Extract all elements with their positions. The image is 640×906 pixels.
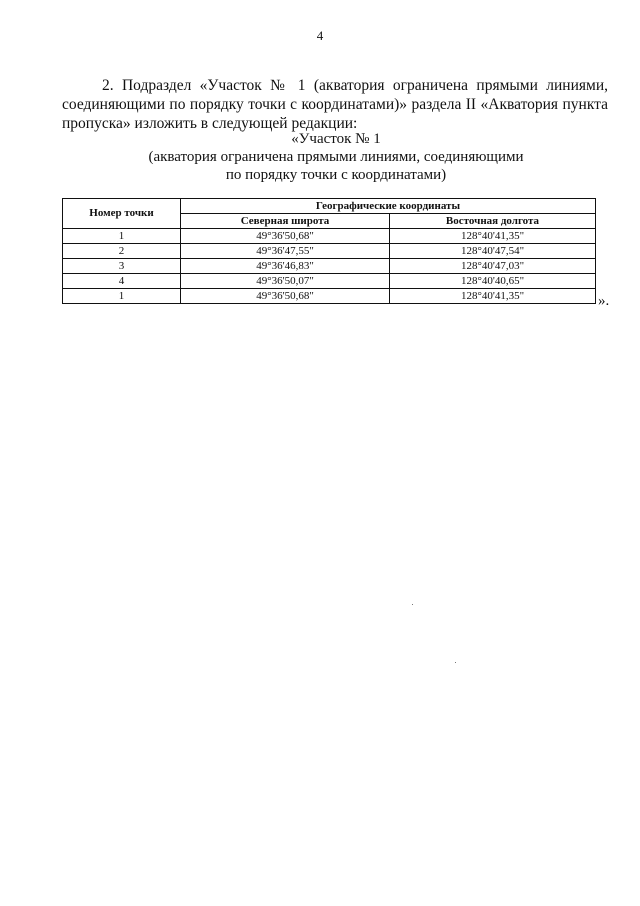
closing-quote-mark: ».	[598, 293, 610, 309]
header-geographic-coordinates: Географические координаты	[181, 199, 596, 214]
table-row	[63, 274, 596, 289]
table-row	[63, 289, 596, 304]
longitude-cell: 128°40'47,03"	[390, 259, 596, 274]
point-number-cell: 1	[63, 229, 181, 244]
point-number-cell: 4	[63, 274, 181, 289]
section-heading	[0, 130, 640, 184]
latitude-cell: 49°36'50,07"	[181, 274, 390, 289]
header-point-number: Номер точки	[63, 199, 181, 229]
header-north-latitude: Северная широта	[181, 214, 390, 229]
latitude-cell: 49°36'46,83"	[181, 259, 390, 274]
latitude-cell: 49°36'50,68"	[181, 229, 390, 244]
longitude-cell: 128°40'47,54"	[390, 244, 596, 259]
table-row	[63, 229, 596, 244]
table-row	[63, 244, 596, 259]
point-number-cell: 3	[63, 259, 181, 274]
table-row	[63, 259, 596, 274]
scan-speck	[412, 604, 413, 605]
scan-speck	[455, 662, 456, 663]
point-number-cell: 2	[63, 244, 181, 259]
amendment-paragraph: 2. Подраздел «Участок № 1 (акватория ограничена прямыми линиями, соединяющими по порядку точки с координатами)» раздела II «Акватория пункта пропуска» изложить в следующей редакции:	[62, 76, 608, 132]
heading-line-2: (акватория ограничена прямыми линиями, соединяющими	[148, 149, 524, 165]
longitude-cell: 128°40'41,35"	[390, 229, 596, 244]
latitude-cell: 49°36'50,68"	[181, 289, 390, 304]
header-east-longitude: Восточная долгота	[390, 214, 596, 229]
heading-line-1: «Участок № 1	[291, 131, 381, 147]
coordinates-table	[62, 198, 596, 304]
latitude-cell: 49°36'47,55"	[181, 244, 390, 259]
longitude-cell: 128°40'41,35"	[390, 289, 596, 304]
heading-line-3: по порядку точки с координатами)	[225, 167, 447, 183]
longitude-cell: 128°40'40,65"	[390, 274, 596, 289]
page-number: 4	[316, 28, 324, 43]
point-number-cell: 1	[63, 289, 181, 304]
